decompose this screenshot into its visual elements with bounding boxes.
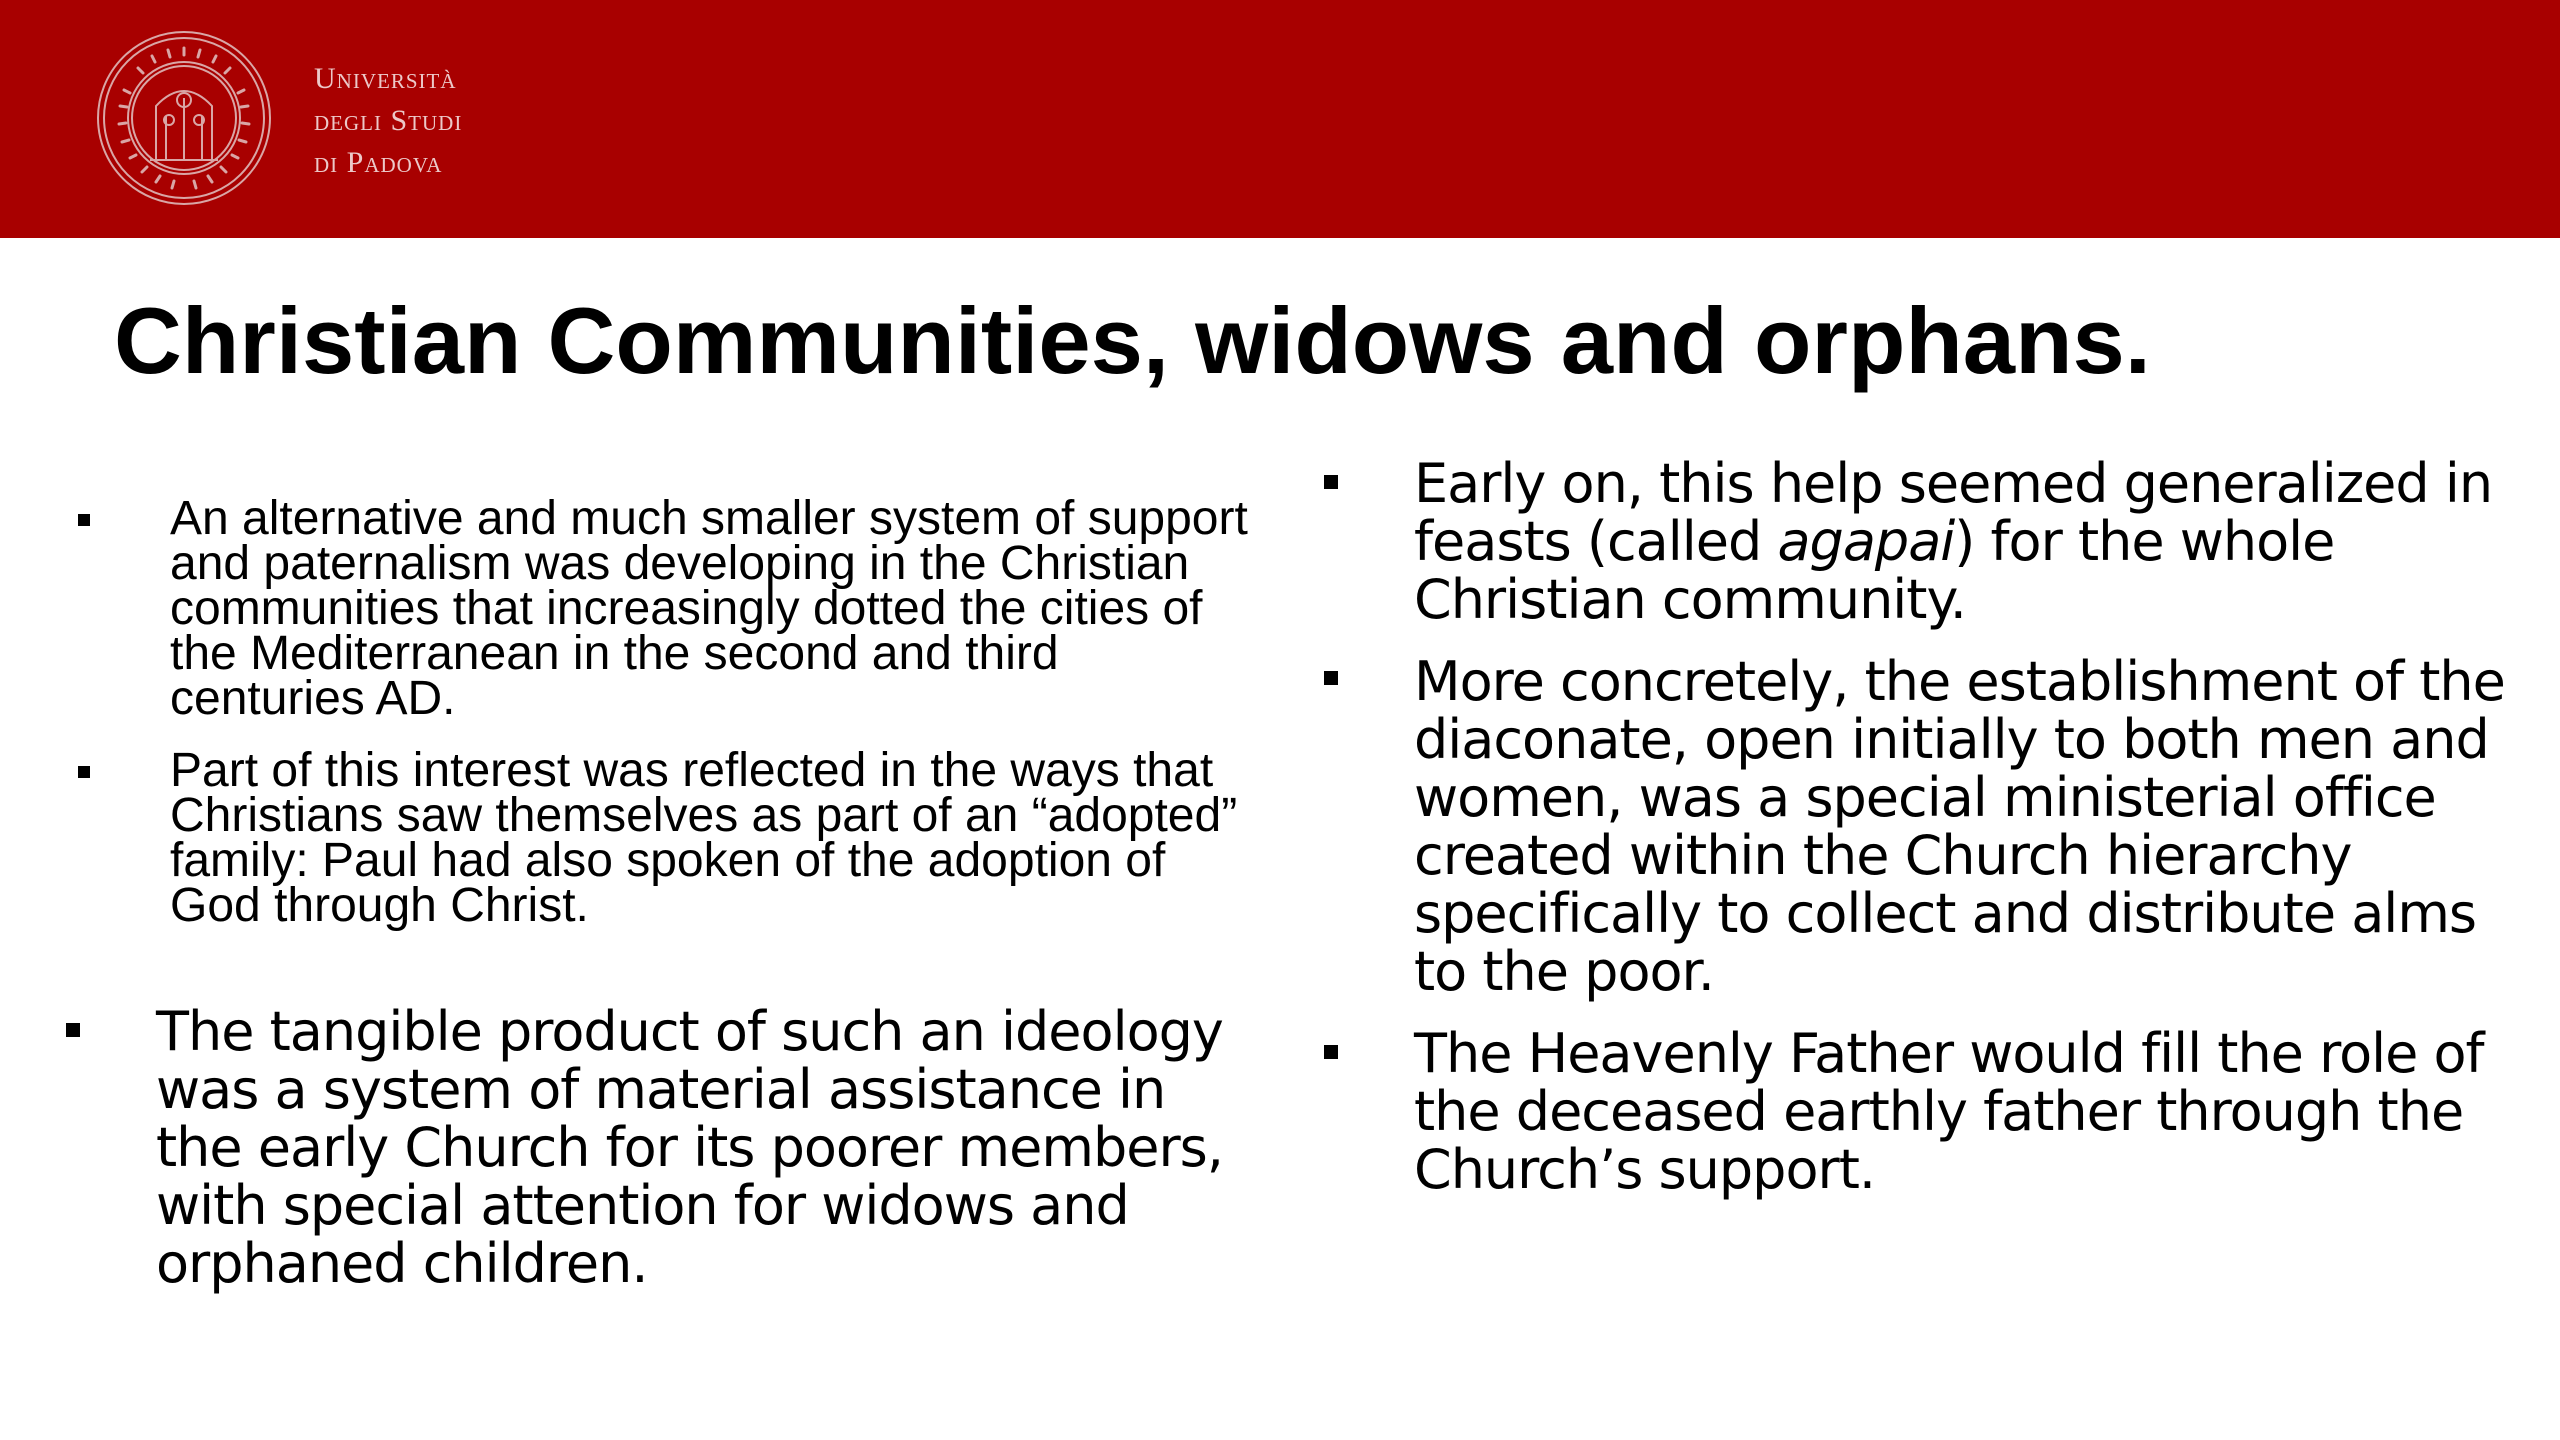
bullet-text-part: ) for the whole Christian community.: [1414, 510, 2335, 631]
bullet-item: [62, 1000, 1262, 1295]
square-bullet-icon: [78, 514, 90, 526]
square-bullet-icon: [1324, 671, 1338, 685]
wordmark-line-2: degli Studi: [314, 104, 463, 137]
bullet-text-part: Early on, this help seemed generalized in feasts (called: [1414, 452, 2493, 573]
bullet-text: Part of this interest was reflected in the ways that Christians saw themselves as part of an “adopted” family: Paul had also spoken of the adoption of God through Christ.: [170, 744, 1238, 932]
left-small-bullet-list: [70, 492, 1250, 955]
square-bullet-icon: [66, 1023, 80, 1037]
italic-term: agapai: [1777, 510, 1955, 573]
bullet-item: [1320, 650, 2540, 1003]
bullet-item: [70, 492, 1250, 725]
square-bullet-icon: [78, 766, 90, 778]
bullet-item: [70, 744, 1250, 932]
bullet-text: The tangible product of such an ideology was a system of material assistance in the early Church for its poorer members, with special attention for widows and orphaned children.: [156, 1000, 1223, 1295]
university-wordmark: [314, 58, 462, 184]
bullet-item: [1320, 1022, 2540, 1201]
header-band: [0, 0, 2560, 238]
square-bullet-icon: [1324, 475, 1338, 489]
bullet-text: The Heavenly Father would fill the role of the deceased earthly father through the Church’s support.: [1414, 1022, 2484, 1201]
wordmark-line-3: di Padova: [314, 146, 443, 179]
left-large-bullet-list: [62, 1000, 1262, 1295]
bullet-text: More concretely, the establishment of the diaconate, open initially to both men and women, was a special ministerial office created within the Church hierarchy specifically to collect and distribute alms to the poor.: [1414, 650, 2505, 1003]
square-bullet-icon: [1324, 1045, 1338, 1059]
right-bullet-list: [1320, 452, 2540, 1223]
bullet-item: [1320, 452, 2540, 631]
wordmark-line-1: Università: [314, 62, 457, 95]
bullet-text: An alternative and much smaller system of support and paternalism was developing in the Christian communities that increasingly dotted the cities of the Mediterranean in the second and third centuries AD.: [170, 492, 1248, 725]
university-seal-icon: [94, 28, 274, 208]
slide-title: Christian Communities, widows and orphans.: [114, 288, 2151, 393]
